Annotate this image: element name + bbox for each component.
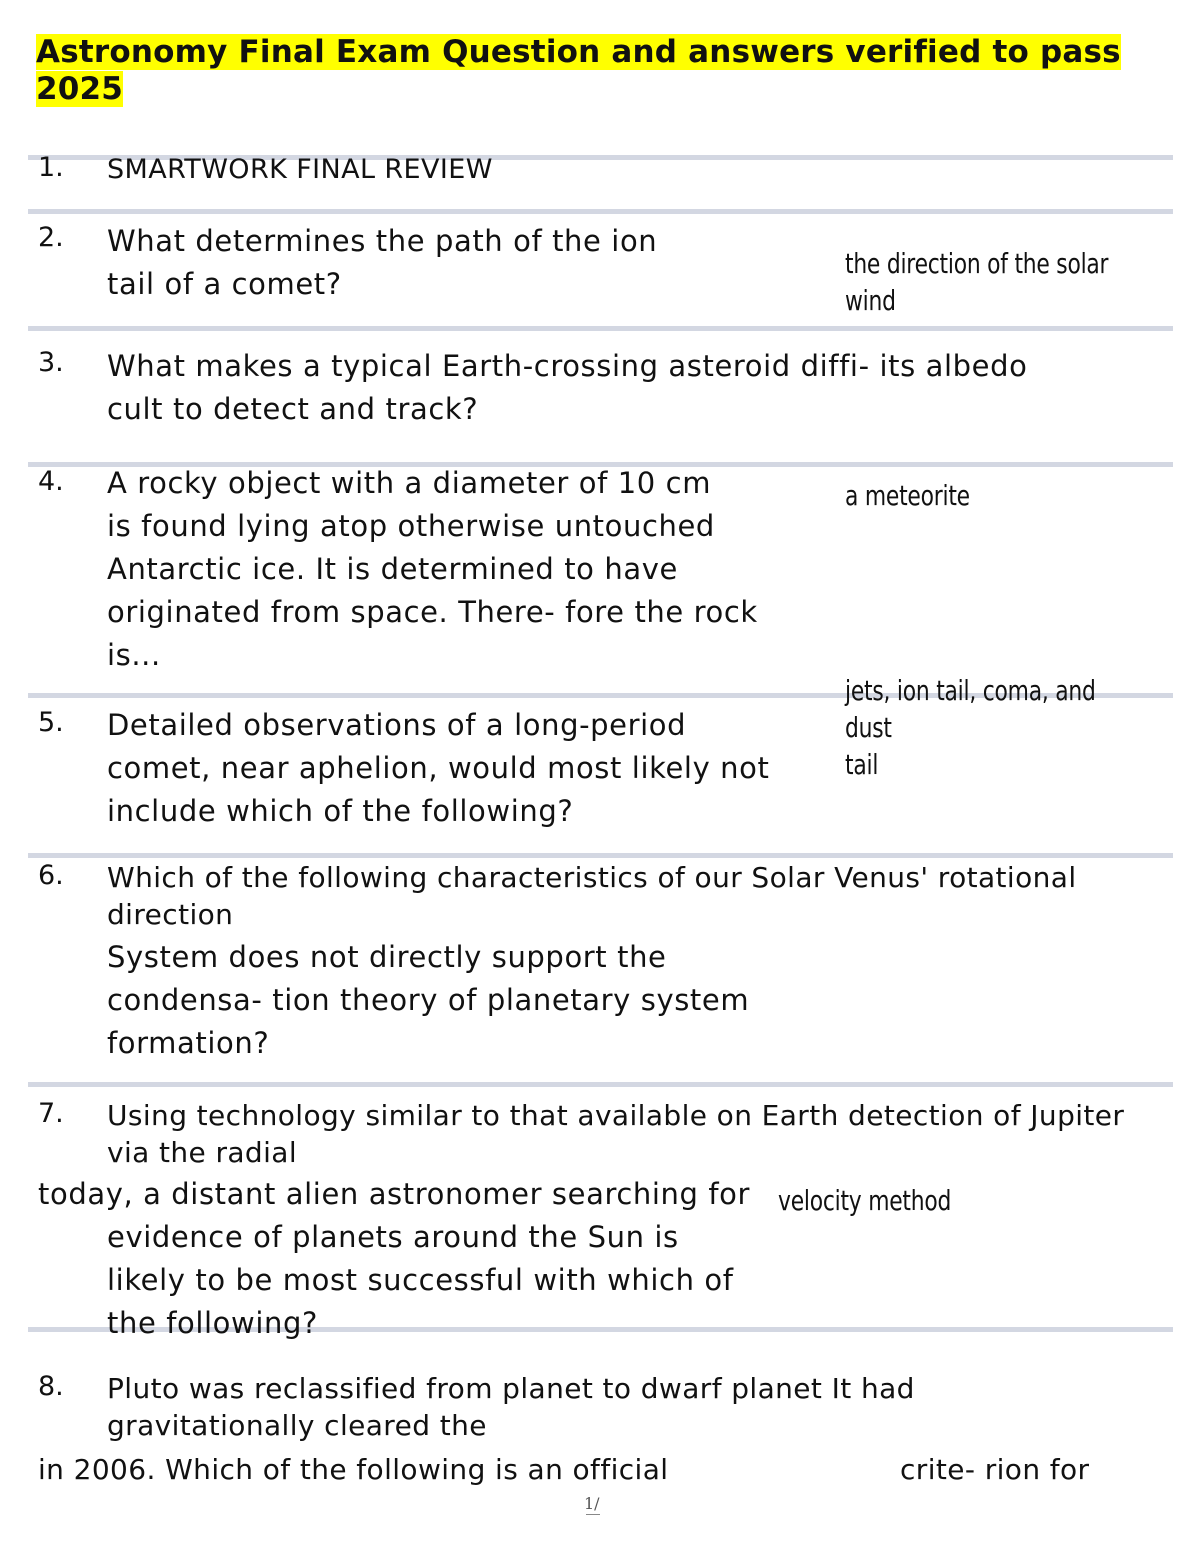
- item-answer: a meteorite: [845, 479, 970, 512]
- divider: [28, 853, 1173, 858]
- item-question-line: crite- rion for: [900, 1453, 1090, 1486]
- item-answer: velocity method: [778, 1184, 952, 1217]
- item-number: 1.: [38, 152, 64, 183]
- item-number: 2.: [38, 222, 64, 253]
- item-question: SMARTWORK FINAL REVIEW: [107, 154, 493, 185]
- item-answer: its albedo: [879, 349, 1028, 383]
- page-number: 1/: [584, 1494, 600, 1513]
- item-question: evidence of planets around the Sun is likely to be most successful with which of the following?: [107, 1220, 734, 1340]
- item-question: A rocky object with a diameter of 10 cm is found lying atop otherwise untouched Antarctic ice. It is determined to have originated from space. There- fore the rock is...: [107, 466, 758, 672]
- item-question-line: Pluto was reclassified from planet to dwarf planet It had: [107, 1372, 915, 1405]
- divider: [586, 1514, 600, 1515]
- item-question-line: in 2006. Which of the following is an official: [38, 1453, 669, 1486]
- item-question-line: direction: [107, 898, 234, 931]
- item-answer: jets, ion tail, coma, and dust tail: [845, 674, 1096, 781]
- item-question-line: Using technology similar to that available on Earth detection of Jupiter: [107, 1099, 1125, 1132]
- item-number: 6.: [38, 860, 64, 891]
- document-title: Astronomy Final Exam Question and answers verified to pass 2025: [36, 34, 1121, 107]
- divider: [28, 326, 1173, 331]
- item-number: 8.: [38, 1371, 64, 1402]
- item-question-line: gravitationally cleared the: [107, 1409, 487, 1442]
- item-answer: the direction of the solar wind: [845, 247, 1109, 317]
- item-question: What determines the path of the ion tail of a comet?: [107, 224, 658, 301]
- item-question: What makes a typical Earth-crossing asteroid diffi- its albedo cult to detect and track?: [107, 349, 1028, 426]
- item-question-line: via the radial: [107, 1136, 298, 1169]
- item-question: System does not directly support the condensa- tion theory of planetary system formation?: [107, 940, 750, 1060]
- item-number: 5.: [38, 707, 64, 738]
- item-question-line: Which of the following characteristics of our Solar Venus' rotational: [107, 861, 1077, 894]
- item-question-line: today, a distant alien astronomer searching for: [38, 1177, 750, 1211]
- item-number: 7.: [38, 1098, 64, 1129]
- divider: [28, 1082, 1173, 1087]
- item-number: 4.: [38, 466, 64, 497]
- item-question: Detailed observations of a long-period comet, near aphelion, would most likely not include which of the following?: [107, 708, 770, 828]
- divider: [28, 209, 1173, 214]
- item-number: 3.: [38, 347, 64, 378]
